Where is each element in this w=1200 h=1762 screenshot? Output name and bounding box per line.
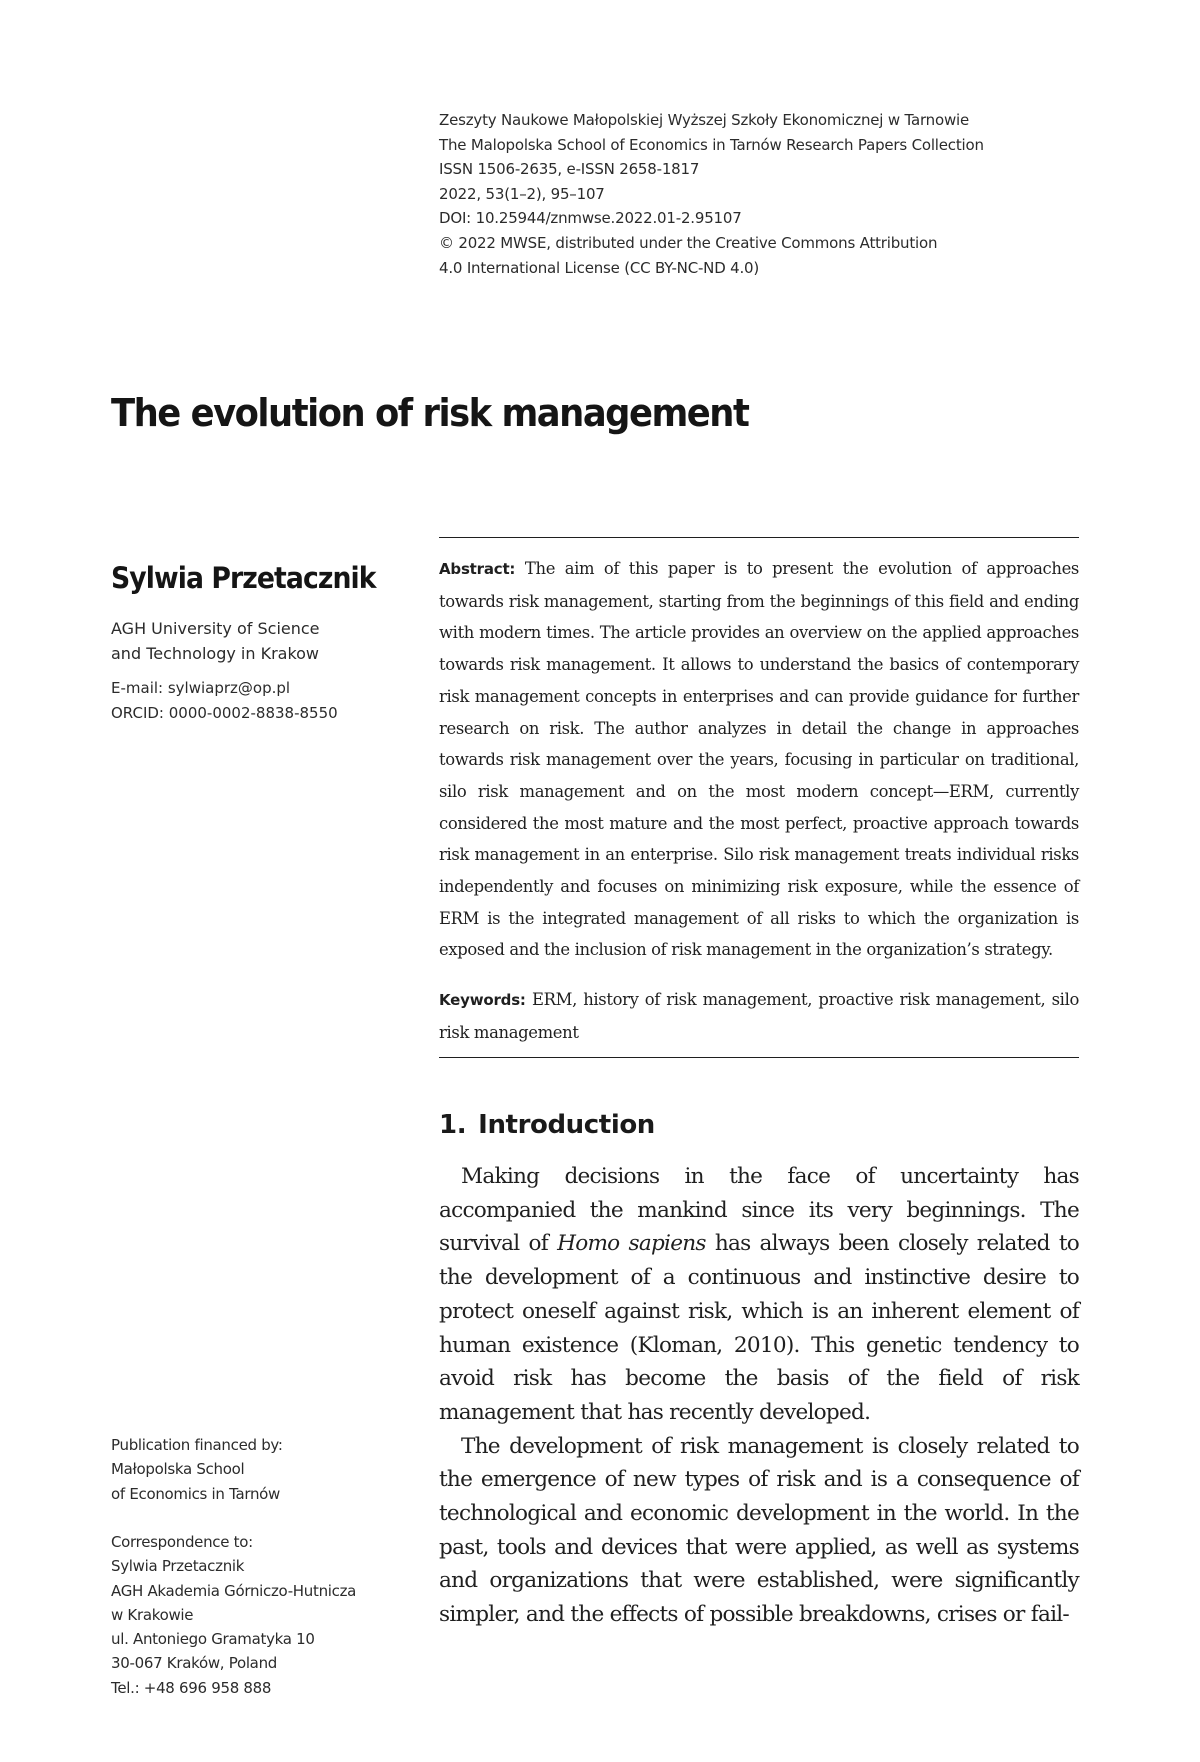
- section-title: Introduction: [478, 1110, 655, 1140]
- financing-note: [111, 1433, 411, 1506]
- keywords: [439, 984, 1079, 1048]
- financing-line: Publication financed by:: [111, 1436, 283, 1454]
- abstract-bottom-rule: [439, 1057, 1079, 1058]
- abstract: [439, 553, 1079, 966]
- body-paragraph: The development of risk management is closely related to the emergence of new types of risk and is a consequence of technological and economic development in the world. In the past, tools and devices that were applied, as well as systems and organizations that were established, were significantly simpler, and the effects of possible breakdowns, crises or fail-: [439, 1433, 1079, 1628]
- body-text: [439, 1160, 1079, 1632]
- correspondence-line: w Krakowie: [111, 1605, 194, 1624]
- license-line-2: 4.0 International License (CC BY-NC-ND 4.0): [439, 258, 760, 277]
- financing-line: Małopolska School: [111, 1460, 245, 1479]
- paper-title: The evolution of risk management: [111, 391, 749, 435]
- correspondence-line: Correspondence to:: [111, 1533, 253, 1551]
- author-name: Sylwia Przetacznik: [111, 561, 376, 595]
- correspondence-line: ul. Antoniego Gramatyka 10: [111, 1630, 315, 1649]
- correspondence-line: Tel.: +48 696 958 888: [111, 1678, 272, 1697]
- author-contact: [111, 676, 411, 725]
- author-block: [111, 560, 411, 725]
- author-affiliation: [111, 616, 411, 666]
- correspondence-line: 30-067 Kraków, Poland: [111, 1654, 278, 1673]
- abstract-label: Abstract:: [439, 560, 516, 578]
- journal-header: [439, 108, 1079, 280]
- section-heading: [439, 1108, 1079, 1142]
- author-email: E-mail: sylwiaprz@op.pl: [111, 679, 291, 697]
- correspondence-line: AGH Akademia Górniczo-Hutnicza: [111, 1581, 357, 1600]
- journal-name-english: The Malopolska School of Economics in Tarnów Research Papers Collection: [439, 135, 984, 154]
- doi: DOI: 10.25944/znmwse.2022.01-2.95107: [439, 209, 742, 228]
- issn: ISSN 1506-2635, e-ISSN 2658-1817: [439, 160, 700, 179]
- species-name: Homo sapiens: [557, 1231, 706, 1257]
- financing-line: of Economics in Tarnów: [111, 1484, 280, 1503]
- correspondence-note: [111, 1530, 411, 1700]
- keywords-text: ERM, history of risk management, proactive risk management, silo risk management: [439, 990, 1079, 1042]
- keywords-label: Keywords:: [439, 991, 526, 1009]
- body-paragraph: [439, 1160, 1079, 1430]
- abstract-top-rule: [439, 537, 1079, 538]
- body-text-run: has always been closely related to the development of a continuous and instinctive desire to protect oneself against risk, which is an inherent element of human existence (Kloman, 2010). This genetic tendency to avoid risk has become the basis of the field of risk management that has recently developed.: [439, 1231, 1079, 1425]
- author-orcid: ORCID: 0000-0002-8838-8550: [111, 703, 338, 722]
- body-text-run: Making decisions in the face of uncertainty has accompanied the mankind since its very beginnings. The survival of: [439, 1164, 1079, 1257]
- journal-name-polish: Zeszyty Naukowe Małopolskiej Wyższej Szkoły Ekonomicznej w Tarnowie: [439, 111, 970, 129]
- correspondence-line: Sylwia Przetacznik: [111, 1557, 245, 1576]
- volume-pages: 2022, 53(1–2), 95–107: [439, 184, 605, 203]
- license-line-1: © 2022 MWSE, distributed under the Creative Commons Attribution: [439, 233, 938, 252]
- abstract-text: The aim of this paper is to present the evolution of approaches towards risk management, starting from the beginnings of this field and ending with modern times. The article provides an overview on the applied approaches towards risk management. It allows to understand the basics of contemporary risk management concepts in enterprises and can provide guidance for further research on risk. The author analyzes in detail the change in approaches towards risk management over the years, focusing in particular on traditional, silo risk management and on the most modern concept—ERM, currently considered the most mature and the most perfect, proactive approach towards risk management in an enterprise. Silo risk management treats individual risks independently and focuses on minimizing risk exposure, while the essence of ERM is the integrated management of all risks to which the organization is exposed and the inclusion of risk management in the organization’s strategy.: [439, 559, 1079, 960]
- section-number: 1.: [439, 1110, 467, 1140]
- affiliation-line: AGH University of Science: [111, 619, 320, 638]
- affiliation-line: and Technology in Krakow: [111, 644, 320, 663]
